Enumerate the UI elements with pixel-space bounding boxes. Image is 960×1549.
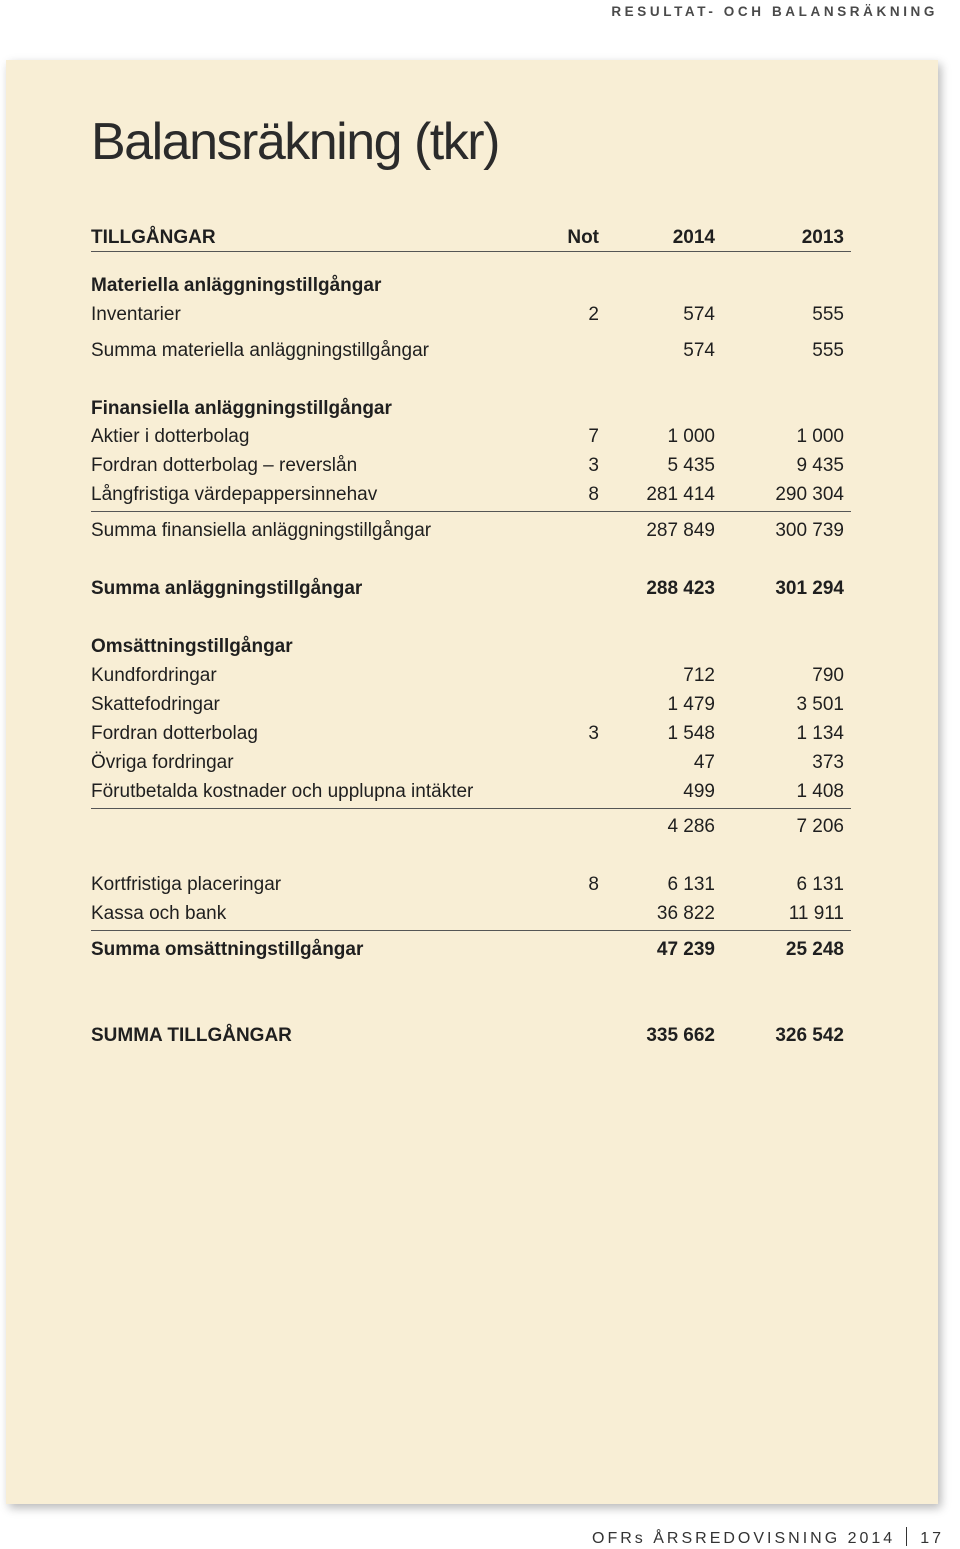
row-value-2014: 5 435 (667, 455, 715, 476)
summary-row-materiella (91, 338, 851, 364)
footer-brand: OFRs (592, 1530, 646, 1547)
table-row (91, 872, 851, 898)
row-value-2013: 555 (812, 340, 844, 361)
column-label-header: TILLGÅNGAR (91, 227, 216, 248)
row-value-2014: 1 000 (667, 426, 715, 447)
row-label: Långfristiga värdepappersinnehav (91, 484, 378, 505)
column-2014-header: 2014 (672, 227, 715, 248)
divider (91, 511, 851, 512)
row-value-2013: 1 134 (796, 723, 844, 744)
row-value-2014: 1 548 (667, 723, 715, 744)
row-label: Fordran dotterbolag (91, 723, 258, 744)
row-value-2013: 790 (812, 665, 844, 686)
row-label: Aktier i dotterbolag (91, 426, 250, 447)
table-row (91, 721, 851, 747)
row-value-2013: 11 911 (788, 903, 844, 924)
row-not: 8 (588, 484, 599, 505)
row-value-2014: 6 131 (667, 874, 715, 895)
row-value-2013: 300 739 (775, 520, 844, 541)
table-row (91, 692, 851, 718)
table-header-row (91, 225, 851, 251)
section-heading-label: Finansiella anläggningstillgångar (91, 398, 392, 419)
row-value-2013: 6 131 (796, 874, 844, 895)
row-value-2014: 574 (683, 340, 715, 361)
column-2013-header: 2013 (801, 227, 844, 248)
summary-row-anlaggning (91, 576, 851, 602)
row-value-2014: 574 (683, 304, 715, 325)
table-row (91, 453, 851, 479)
row-value-2013: 25 248 (785, 939, 844, 960)
row-label: Kundfordringar (91, 665, 217, 686)
header-divider (91, 251, 851, 252)
row-not: 3 (588, 723, 599, 744)
divider (91, 930, 851, 931)
row-value-2014: 288 423 (646, 578, 715, 599)
row-value-2013: 555 (812, 304, 844, 325)
table-row (91, 663, 851, 689)
summary-row-finansiella (91, 518, 851, 544)
row-not: 7 (588, 426, 599, 447)
row-value-2014: 287 849 (646, 520, 715, 541)
footer-text: ÅRSREDOVISNING 2014 (653, 1530, 896, 1547)
table-row (91, 901, 851, 927)
row-value-2013: 7 206 (796, 816, 844, 837)
row-label: Summa finansiella anläggningstillgångar (91, 520, 432, 541)
section-header: RESULTAT- OCH BALANSRÄKNING (611, 4, 938, 19)
subtotal-row (91, 814, 851, 840)
row-label: Kassa och bank (91, 903, 227, 924)
row-value-2014: 4 286 (667, 816, 715, 837)
row-label: Förutbetalda kostnader och upplupna intäkter (91, 781, 474, 802)
table-row (91, 750, 851, 776)
row-value-2013: 290 304 (775, 484, 844, 505)
row-value-2013: 1 408 (796, 781, 844, 802)
section-heading-label: Materiella anläggningstillgångar (91, 275, 382, 296)
section-heading-finansiella (91, 396, 851, 422)
row-value-2014: 712 (683, 665, 715, 686)
row-value-2014: 47 (693, 752, 715, 773)
row-value-2013: 373 (812, 752, 844, 773)
row-label: Fordran dotterbolag – reverslån (91, 455, 358, 476)
row-value-2013: 3 501 (796, 694, 844, 715)
table-row (91, 779, 851, 805)
column-not-header: Not (567, 227, 599, 248)
summary-row-omsattning (91, 937, 851, 963)
table-row (91, 482, 851, 508)
row-label: Skattefodringar (91, 694, 220, 715)
row-label: Summa omsättningstillgångar (91, 939, 364, 960)
row-label: Övriga fordringar (91, 752, 234, 773)
row-value-2014: 1 479 (667, 694, 715, 715)
row-value-2014: 499 (683, 781, 715, 802)
row-not: 3 (588, 455, 599, 476)
row-label: Summa materiella anläggningstillgångar (91, 340, 429, 361)
footer-separator (906, 1527, 907, 1546)
page-number: 17 (920, 1530, 944, 1547)
divider (91, 808, 851, 809)
row-value-2014: 335 662 (646, 1025, 715, 1046)
row-value-2014: 281 414 (646, 484, 715, 505)
table-row (91, 424, 851, 450)
row-value-2013: 326 542 (775, 1025, 844, 1046)
section-heading-label: Omsättningstillgångar (91, 636, 293, 657)
page-footer (592, 1527, 942, 1549)
row-not: 8 (588, 874, 599, 895)
row-value-2013: 301 294 (775, 578, 844, 599)
row-not: 2 (588, 304, 599, 325)
row-label: Inventarier (91, 304, 181, 325)
page-title: Balansräkning (tkr) (91, 113, 499, 171)
section-heading-omsattning (91, 634, 851, 660)
row-label: SUMMA TILLGÅNGAR (91, 1025, 292, 1046)
total-row (91, 1023, 851, 1049)
row-label: Kortfristiga placeringar (91, 874, 282, 895)
row-value-2013: 9 435 (796, 455, 844, 476)
section-heading-materiella (91, 273, 851, 299)
table-row (91, 302, 851, 328)
row-label: Summa anläggningstillgångar (91, 578, 363, 599)
row-value-2013: 1 000 (796, 426, 844, 447)
row-value-2014: 36 822 (656, 903, 715, 924)
row-value-2014: 47 239 (656, 939, 715, 960)
